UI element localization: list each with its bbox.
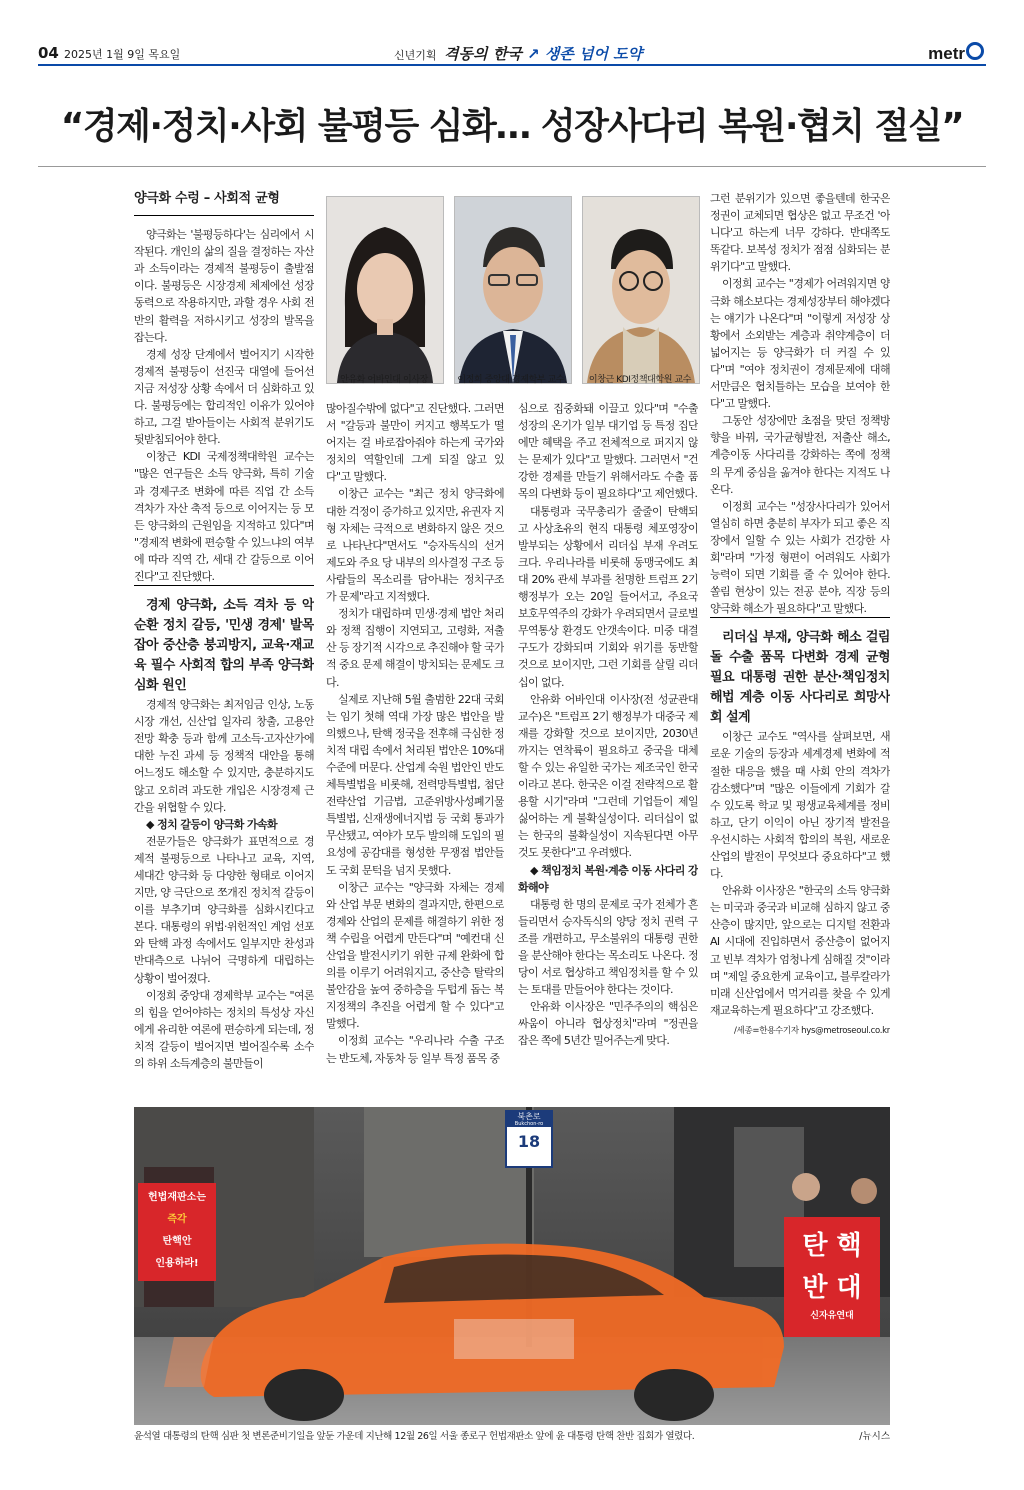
column-2 [326,400,504,1100]
paragraph: 안유화 이사장은 "한국의 소득 양극화는 미국과 중국과 비교해 심하지 않고 중산층이 많지만, 앞으로는 디지털 전환과 AI 시대에 진입하면서 중산층이 없어지고 빈부 격차가 엄청나게 심해질 것"이라며 "제일 중요한게 교육이고, 블루칼라가 미래 신산업에서 먹거리를 찾을 수 있게 재교육하는게 필요하다"고 강조했다. [710,884,890,1017]
paragraph: 안유화 이사장은 "민주주의의 핵심은 싸움이 아니라 협상정치"라며 "정권을 잡은 쪽에 5년간 밀어주는게 맞다. [518,1000,698,1048]
series-header [394,43,642,64]
headline: “경제·정치·사회 불평등 심화… 성장사다리 복원·협치 절실” [60,106,964,147]
paragraph: 양극화는 '불평등하다'는 심리에서 시작된다. 개인의 삶의 질을 결정하는 자산과 소득이라는 경제적 불평등이 출발점이다. 불평등은 시장경제 체제에선 성장 동력으로 작용하지만, 과할 경우 사회 전반의 활력을 저하시키고 성장의 발목을 잡는다. [134,228,314,344]
series-title-a: 격동의 한국 [444,45,522,63]
logo-ring-icon [966,42,984,60]
paragraph: 이정희 교수는 "성장사다리가 있어서 열심히 하면 충분히 부자가 되고 좋은 직장에서 일할 수 있는 사회가 건강한 사회"라며 "가정 형편이 어려워도 사회가 능력이 되면 기회를 줄 수 있어야 한다. 쏠림 현상이 있는 전공 분야, 직장 등의 양극화 해소가 필요하다"고 말했다. [710,499,890,616]
paragraph: 이정희 중앙대 경제학부 교수는 "여론의 힘을 얻어야하는 정치의 특성상 자신에게 유리한 여론에 편승하게 되는데, 정치적 갈등이 벌어지면 벌어질수록 소수의 하위 소득계층의 불만들이 [134,988,314,1071]
portrait-caption: 이정희 중앙대 경제학부 교수. [457,375,567,385]
issue-date: 2025년 1월 9일 목요일 [64,48,181,61]
column-4 [710,190,890,1098]
subheadline: 리더십 부재, 양극화 해소 걸림돌 수출 품목 다변화 경제 균형 필요 대통령 권한 분산·책임정치 해법 계층 이동 사다리로 희망사회 설계 [710,617,890,728]
paragraph: 이창근 교수는 "최근 정치 양극화에 대한 걱정이 증가하고 있지만, 유권자 지형 자체는 극적으로 변화하지 않은 것으로 나타난다"면서도 "승자독식의 선거제도와 주요 당 내부의 의사결정 구조 등 사람들의 목소리를 담아내는 정치구조가 문제"라고 지적했다. [326,487,504,604]
paragraph: 그런 분위기가 있으면 좋을텐데 한국은 정권이 교체되면 협상은 없고 무조건 '아니다'고 하는게 너무 강하다. 반대쪽도 똑같다. 보복성 정치가 점점 심화되는 분위기다"고 말했다. [710,192,890,274]
sign-line: 헌법재판소는 [148,1192,206,1203]
paragraph: 많아질수밖에 없다"고 진단했다. 그러면서 "갈등과 불만이 커지고 행복도가 떨어지는 걸 바로잡아줘야 하는게 국가와 정치의 역할인데 그게 되질 않고 있다"고 말했다. [326,402,504,484]
paragraph: 대통령 한 명의 문제로 국가 전체가 흔들리면서 승자독식의 양당 정치 권력 구조를 개편하고, 무소불위의 대통령 권한을 분산해야 한다는 목소리도 나온다. 정당이 서로 협상하고 책임정치를 할 수 있는 토대를 만들어야 한다는 것이다. [518,897,698,997]
subheadline: 경제 양극화, 소득 격차 등 악순환 정치 갈등, '민생 경제' 발목 잡아 중산층 붕괴방지, 교육·재교육 필수 사회적 합의 부족 양극화 심화 원인 [134,585,314,696]
portrait-lee-jh [454,196,572,384]
portrait-ahn [326,196,444,384]
logo-text: metr [928,44,965,63]
sign-line: 반 대 [802,1273,862,1303]
street-sign [506,1112,552,1156]
sign-line: 탄 핵 [802,1231,862,1261]
paragraph: 안유화 어바인대 이사장(전 성균관대 교수)은 "트럼프 2기 행정부가 대중국 제재를 강화할 것으로 보이지만, 2030년까지는 연착륙이 필요하고 중국을 대체할 수 있는 유일한 국가는 제조국인 한국이라고 본다. 한국은 이걸 전략적으로 활용할 시기"라며 "그런데 기업들이 제일 싫어하는 게 불확실성이다. 리더십이 없는 한국의 불확실성이 지속된다면 아무것도 못한다"고 우려했다. [518,692,698,860]
sign-line: 인용하라! [155,1258,199,1269]
paragraph: 이창근 교수도 "역사를 살펴보면, 새로운 기술의 등장과 세계경제 변화에 적절한 대응을 했을 때 사회 안의 격차가 감소했다"며 "많은 이들에게 기회가 갈 수 있도록 학교 및 평생교육체계를 정비하고, 단기 이익이 아닌 장기적 발전을 우선시하는 사회적 합의의 복원, 새로운 산업의 발전이 무엇보다 중요하다"고 했다. [710,730,890,881]
photo-credit: /뉴시스 [859,1431,890,1442]
series-label: 신년기획 [394,49,437,62]
sign-line: 즉각 [167,1214,187,1225]
photo-caption: 윤석열 대통령의 탄핵 심판 첫 변론준비기일을 앞둔 가운데 지난해 12월 26일 서울 종로구 헌법재판소 앞에 윤 대통령 탄핵 찬반 집회가 열렸다. [134,1431,695,1442]
news-photo [134,1107,890,1425]
column-3 [518,400,698,1100]
portrait-caption: 이창근 KDI정책대학원 교수 [588,375,692,385]
paragraph: 정치가 대립하며 민생·경제 법안 처리와 정책 집행이 지연되고, 고령화, 저출산 등 장기적 시각으로 추진해야 할 국가적 중요 문제 해결이 방치되는 문제도 크다. [326,607,504,689]
street-sign-top: 북촌로 [517,1112,541,1121]
kicker-rule [134,215,314,216]
arrow-icon: ↗ [526,45,540,63]
paragraph: 대통령과 국무총리가 줄줄이 탄핵되고 사상초유의 현직 대통령 체포영장이 발부되는 상황에서 리더십 부재 우려도 크다. 우리나라를 비롯해 동맹국에도 최대 20% 관세 부과를 천명한 트럼프 2기 행정부가 오는 20일 들어서고, 주요국 보호무역주의 강화가 우려되면서 글로벌 무역통상 환경도 안갯속이다. 미중 대결구도가 강화되며 기회와 위기를 동반할 것으로 보이지만, 그런 기회를 살릴 리더십이 없다. [518,504,698,689]
column-1 [134,190,314,1100]
paragraph: 전문가들은 양극화가 표면적으로 경제적 불평등으로 나타나고 교육, 지역, 세대간 양극화 등 다양한 형태로 이어지지만, 양 극단으로 쪼개진 정치적 갈등이 이를 부추기며 양극화를 심화시킨다고 본다. 대통령의 위법·위헌적인 계엄 선포와 탄핵 과정 속에서도 일부지만 찬성과 반대측으로 나뉘어 극명하게 대립하는 상황이 벌어졌다. [134,834,314,985]
kicker: 양극화 수렁 – 사회적 균형 [134,191,280,206]
street-sign-sub: Bukchon-ro [514,1121,544,1127]
street-sign-number: 18 [517,1132,541,1151]
page-number: 04 [38,44,59,62]
paragraph: 이정희 교수는 "경제가 어려워지면 양극화 해소보다는 경제성장부터 해야겠다는 얘기가 나온다"며 "이렇게 저성장 상황에서 소외받는 계층과 취약계층이 더 넓어지는 등 양극화가 더 커질 수 있다"며 "여야 정치권이 경제문제에 대해서만큼은 협치틀하는 모습을 보여야 한다"고 말했다. [710,277,890,411]
sign-org: 신자유연대 [810,1311,854,1321]
portrait-lee-cg [582,196,700,384]
paragraph: 이정희 교수는 "우리나라 수출 구조는 반도체, 자동차 등 일부 특정 품목 중 [326,1034,504,1065]
masthead-rule [38,64,986,66]
paragraph: 그동안 성장에만 초점을 맞던 정책방향을 바꿔, 국가균형발전, 저출산 해소, 계층이동 사다리를 강화하는 쪽에 정책의 무게 중심을 옮겨야 한다는 지적도 나온다. [710,414,890,496]
series-title-b: 생존 넘어 도약 [544,45,643,63]
paragraph: 이창근 교수는 "양극화 자체는 경제와 산업 부문 변화의 결과지만, 한편으로 경제와 산업의 문제를 해결하기 위한 정책 수립을 어렵게 만든다"며 "예컨대 신산업을 발전시키기 위한 규제 완화에 합의를 이루기 어려워지고, 중산층 탈락의 불안감을 높여 중하층을 두텁게 돕는 복지정책의 추진을 어렵게 할 수 있다"고 말했다. [326,880,504,1031]
headline-rule [38,166,986,167]
protest-sign-right [786,1225,878,1323]
sign-line: 탄핵안 [162,1236,192,1247]
metro-logo [928,42,984,64]
paragraph: 심으로 집중화돼 이끌고 있다"며 "수출 성장의 온기가 일부 대기업 등 특정 집단에만 혜택을 주고 전체적으로 퍼지지 않는 문제가 있다"고 말했다. 그러면서 "건강한 경제를 만들기 위해서라도 수출 품목의 다변화 등이 필요하다"고 제언했다. [518,402,698,501]
series-title [444,45,642,63]
protest-sign-left [140,1187,214,1275]
paragraph: 실제로 지난해 5월 출범한 22대 국회는 임기 첫해 역대 가장 많은 법안을 발의했으나, 탄핵 정국을 전후해 극심한 정치적 대립 속에서 처리된 법안은 10%대 수준에 머문다. 산업계 숙원 법안인 반도체특별법을 비롯해, 전력망특별법, 첨단전략산업 기금법, 고준위방사성폐기물특별법, 신재생에너지법 등 국회 통과가 무산됐고, 여야가 모두 발의해 도입의 필요성에 공감대를 형성한 무쟁점 법안들도 국회 문턱을 넘지 못했다. [326,692,504,877]
paragraph: 경제적 양극화는 최저임금 인상, 노동시장 개선, 신산업 일자리 창출, 고용안전망 확충 등과 함께 고소득·고자산가에 대한 누진 과세 등 정책적 대안을 통해 어느정도 해소할 수 있지만, 충분하지도 않고 오히려 과도한 개입은 시장경제 근간을 위협할 수 있다. [134,698,314,814]
byline: /세종=한용수기자 hys@metroseoul.co.kr [733,1025,890,1036]
paragraph: 이창근 KDI 국제정책대학원 교수는 "많은 연구들은 소득 양극화, 특히 기술과 경제구조 변화에 따른 직업 간 소득 격차가 자산 축적 등으로 이어지는 등 모든 양극화의 근원임을 지적하고 있다"며 "경제적 변화에 편승할 수 있느냐의 여부에 따라 직역 간, 세대 간 갈등으로 이어진다"고 진단했다. [134,450,314,583]
section-heading: ◆ 책임정치 복원·계층 이동 사다리 강화해야 [518,863,698,894]
paragraph: 경제 성장 단계에서 벌어지기 시작한 경제적 불평등이 선진국 대열에 들어선 지금 저성장 상황 속에서 더 심화하고 있다. 불평등에는 합리적인 이유가 있어야 하고, 그걸 받아들이는 사회적 분위기도 뒷받침되어야 한다. [134,347,314,447]
portrait-caption: 안유화 어바인대 이사장 [340,375,428,385]
section-heading: ◆ 정치 갈등이 양극화 가속화 [146,817,278,831]
